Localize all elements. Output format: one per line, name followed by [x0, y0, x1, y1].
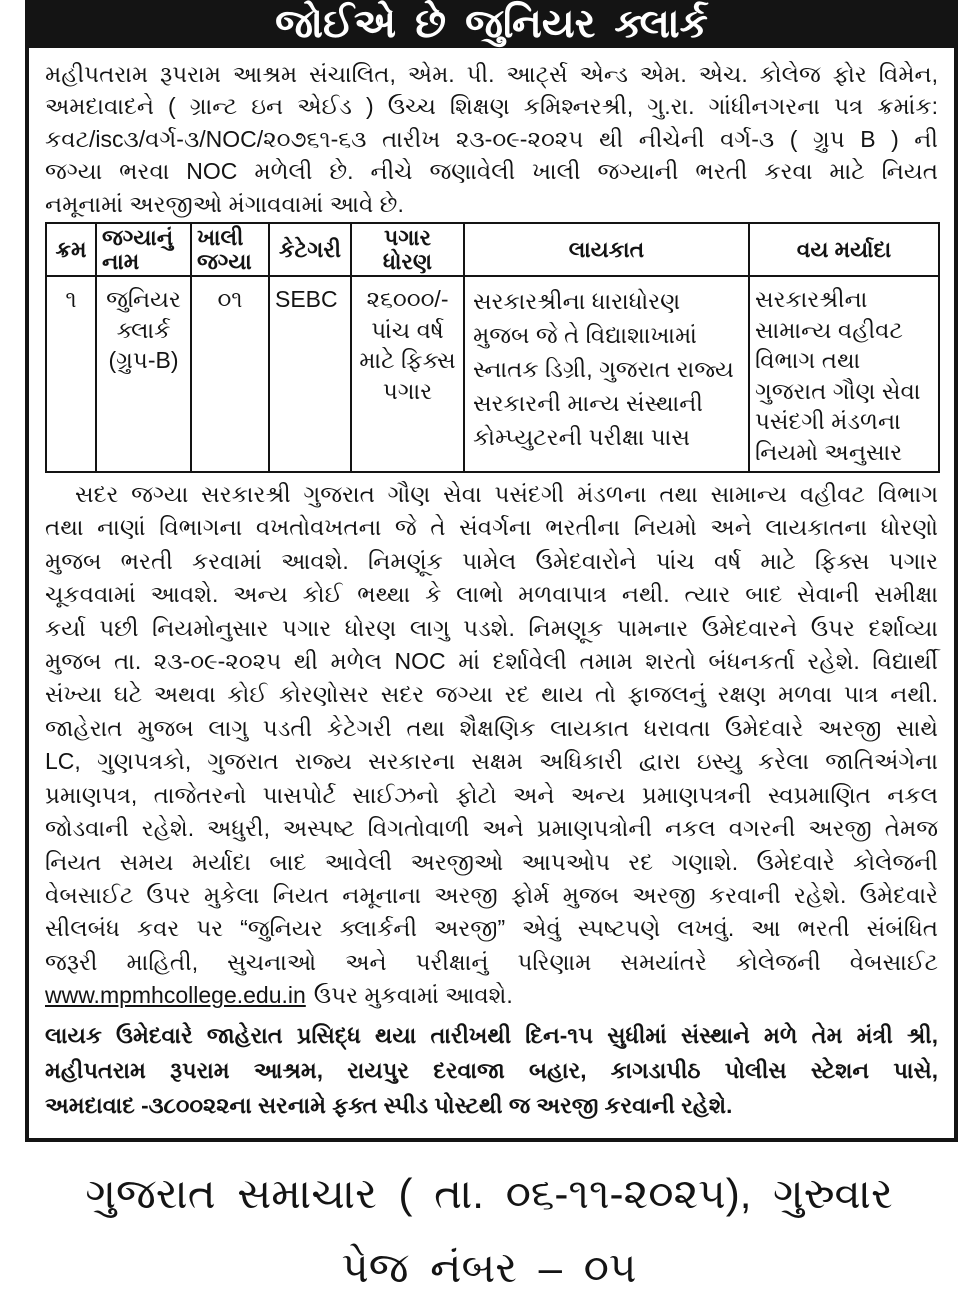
- cell-post-name: જુનિયર ક્લાર્ક (ગ્રુપ-B): [96, 276, 191, 472]
- cell-serial: ૧: [46, 276, 96, 472]
- terms-line: જરૂરી માહિતી, સુચનાઓ અને પરીક્ષાનું પરિણામ સમયાંતરે કોલેજની વેબસાઈટ: [45, 948, 938, 975]
- terms-line: સીલબંધ કવર પર “જુનિયર ક્લાર્કની અરજી” એવું સ્પષ્ટપણે લખવું. આ ભરતી સંબંધિત: [45, 915, 938, 942]
- terms-paragraph: [29, 478, 954, 1013]
- intro-line: જગ્યા ભરવા NOC મળેલી છે. નીચે જણાવેલી ખાલી જગ્યાની ભરતી કરવા માટે નિયત: [45, 158, 938, 185]
- intro-line: નમૂનામાં અરજીઓ મંગાવવામાં આવે છે.: [45, 190, 404, 217]
- terms-line: તથા નાણાં વિભાગના વખતોવખતના જે તે સંવર્ગના ભરતીના નિયમો અને લાયકાતના ધોરણો: [45, 514, 938, 541]
- instructions-line: મહીપતરામ રૂપરામ આશ્રમ, રાયપુર દરવાજા બહાર, કાગડાપીઠ પોલીસ સ્ટેશન પાસે,: [45, 1057, 938, 1083]
- instructions-line: અમદાવાદ -૩૮૦૦૨૨ના સરનામે ફક્ત સ્પીડ પોસ્ટથી જ અરજી કરવાની રહેશે.: [45, 1092, 733, 1118]
- cell-qualification: સરકારશ્રીના ધારાધોરણ મુજબ જે તે વિદ્યાશાખામાં સ્નાતક ડિગ્રી, ગુજરાત રાજ્ય સરકારની માન્ય સંસ્થાની કોમ્પ્યુટરની પરીક્ષા પાસ: [464, 276, 749, 472]
- header-pay-scale: પગાર ધોરણ: [351, 223, 464, 276]
- cell-category: SEBC: [269, 276, 351, 472]
- table-header-row: [46, 223, 939, 276]
- newspaper-source: ગુજરાત સમાચાર ( તા. ૦૬-૧૧-૨૦૨૫), ગુરુવાર: [85, 1170, 893, 1217]
- cell-age-limit: સરકારશ્રીના સામાન્ય વહીવટ વિભાગ તથા ગુજરાત ગૌણ સેવા પસંદગી મંડળના નિયમો અનુસાર: [749, 276, 939, 472]
- terms-line: કર્યા પછી નિયમોનુસાર પગાર ધોરણ લાગુ પડશે. નિમણૂક પામનાર ઉમેદવારને ઉપર દર્શાવ્યા: [45, 614, 938, 641]
- cell-vacancies: ૦૧: [191, 276, 269, 472]
- terms-line: મુજબ ભરતી કરવામાં આવશે. નિમણૂંક પામેલ ઉમેદવારોને પાંચ વર્ષ માટે ફિક્સ પગાર: [45, 547, 938, 574]
- terms-line: નિયત સમય મર્યાદા બાદ આવેલી અરજીઓ આપઓપ રદ ગણાશે. ઉમેદવારે કોલેજની: [45, 848, 938, 875]
- header-age-limit: વય મર્યાદા: [749, 223, 939, 276]
- application-instructions: [29, 1018, 954, 1123]
- title-banner: [29, 0, 954, 48]
- terms-line: ચૂકવવામાં આવશે. અન્ય કોઈ ભથ્થા કે લાભો મળવાપાત્ર નથી. ત્યાર બાદ સેવાની સમીક્ષા: [45, 581, 938, 608]
- terms-last-line: [45, 979, 938, 1012]
- intro-line: કવટ/isc૩/વર્ગ-૩/NOC/૨૦૭૬૧-૬૩ તારીખ ૨૩-૦૯-૨૦૨૫ થી નીચેની વર્ગ-૩ ( ગ્રુપ B ) ની: [45, 125, 938, 152]
- terms-line: વેબસાઈટ ઉપર મુકેલા નિયત નમૂનાના અરજી ફોર્મ મુજબ અરજી કરવાની રહેશે. ઉમેદવારે: [45, 881, 938, 908]
- terms-line-end: ઉપર મુકવામાં આવશે.: [313, 982, 513, 1009]
- job-advertisement: [25, 0, 958, 1142]
- terms-line: જોડવાની રહેશે. અધુરી, અસ્પષ્ટ વિગતોવાળી અને પ્રમાણપત્રોની નકલ વગરની અરજી તેમજ: [45, 815, 938, 842]
- header-post-name: જગ્યાનું નામ: [96, 223, 191, 276]
- college-website-url: www.mpmhcollege.edu.in: [45, 982, 306, 1009]
- page-number: પેજ નંબર – ૦૫: [341, 1244, 637, 1291]
- header-serial: ક્રમ: [46, 223, 96, 276]
- header-qualification: લાયકાત: [464, 223, 749, 276]
- terms-line: પ્રમાણપત્ર, તાજેતરનો પાસપોર્ટ સાઈઝનો ફોટો અને અન્ય પ્રમાણપત્રની સ્વપ્રમાણિત નકલ: [45, 781, 938, 808]
- intro-line: અમદાવાદને ( ગ્રાન્ટ ઇન એઈડ ) ઉચ્ચ શિક્ષણ કમિશ્નરશ્રી, ગુ.રા. ગાંધીનગરના પત્ર ક્રમાંક:: [45, 93, 938, 120]
- cell-pay-scale: ૨૬૦૦૦/- પાંચ વર્ષ માટે ફિક્સ પગાર: [351, 276, 464, 472]
- ad-title: જોઈએ છે જુનિયર ક્લાર્ક: [275, 2, 708, 46]
- terms-line: LC, ગુણપત્રકો, ગુજરાત રાજ્ય સરકારના સક્ષમ અધિકારી દ્વારા ઇસ્યુ કરેલા જાતિઅંગેના: [45, 748, 938, 775]
- instructions-line: લાયક ઉમેદવારે જાહેરાત પ્રસિદ્ધ થયા તારીખથી દિન-૧૫ સુધીમાં સંસ્થાને મળે તેમ મંત્રી શ્રી,: [45, 1022, 938, 1048]
- vacancy-table: [45, 222, 940, 473]
- terms-line: સદર જગ્યા સરકારશ્રી ગુજરાત ગૌણ સેવા પસંદગી મંડળના તથા સામાન્ય વહીવટ વિભાગ: [75, 481, 938, 508]
- intro-line: મહીપતરામ રૂપરામ આશ્રમ સંચાલિત, એમ. પી. આર્ટ્સ એન્ડ એમ. એચ. કોલેજ ફોર વિમેન,: [45, 61, 938, 87]
- terms-line: સંખ્યા ઘટે અથવા કોઈ કોરણોસર સદર જગ્યા રદ થાય તો ફાજલનું રક્ષણ મળવા પાત્ર નથી.: [45, 681, 938, 708]
- table-row: [46, 276, 939, 472]
- header-category: કેટેગરી: [269, 223, 351, 276]
- terms-line: મુજબ તા. ૨૩-૦૯-૨૦૨૫ થી મળેલ NOC માં દર્શાવેલી તમામ શરતો બંધનકર્તા રહેશે. વિદ્યાર્થી: [45, 648, 938, 675]
- header-vacancies: ખાલી જગ્યા: [191, 223, 269, 276]
- terms-line: જાહેરાત મુજબ લાગુ પડતી કેટેગરી તથા શૈક્ષણિક લાયકાત ધરાવતા ઉમેદવારે અરજી સાથે: [45, 714, 938, 741]
- intro-paragraph: [29, 58, 954, 220]
